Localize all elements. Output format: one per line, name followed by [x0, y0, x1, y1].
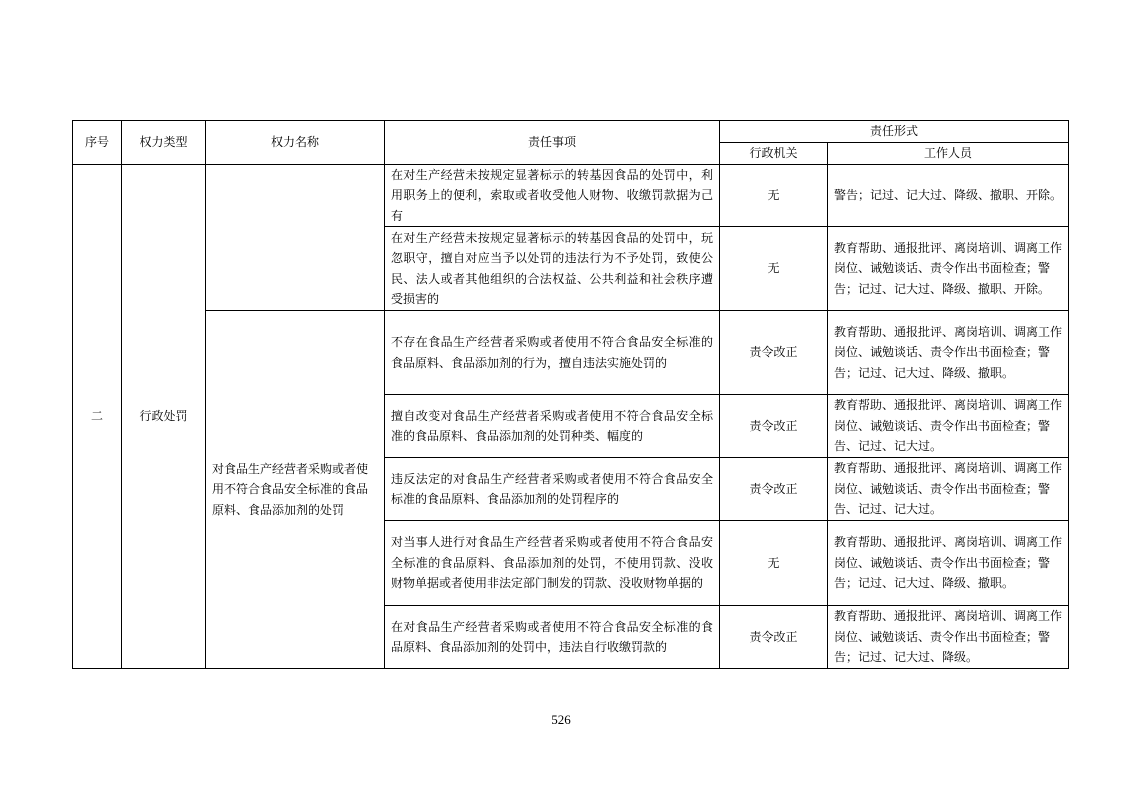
header-staff: 工作人员 [828, 143, 1069, 165]
group-no: 二 [73, 164, 122, 669]
row-staff: 教育帮助、通报批评、离岗培训、调离工作岗位、诫勉谈话、责令作出书面检查；警告；记过、记大过、降级、撤职。 [828, 521, 1069, 606]
row-staff: 警告；记过、记大过、降级、撤职、开除。 [828, 164, 1069, 227]
row-item: 违反法定的对食品生产经营者采购或者使用不符合食品安全标准的食品原料、食品添加剂的处罚程序的 [385, 458, 720, 521]
row-org: 责令改正 [720, 395, 828, 458]
row-item: 在对食品生产经营者采购或者使用不符合食品安全标准的食品原料、食品添加剂的处罚中，违法自行收缴罚款的 [385, 606, 720, 669]
row-item: 对当事人进行对食品生产经营者采购或者使用不符合食品安全标准的食品原料、食品添加剂的处罚，不使用罚款、没收财物单据或者使用非法定部门制发的罚款、没收财物单据的 [385, 521, 720, 606]
group-power-name-2: 对食品生产经营者采购或者使用不符合食品安全标准的食品原料、食品添加剂的处罚 [206, 311, 385, 669]
row-org: 无 [720, 521, 828, 606]
row-org: 无 [720, 227, 828, 311]
row-item: 擅自改变对食品生产经营者采购或者使用不符合食品安全标准的食品原料、食品添加剂的处罚种类、幅度的 [385, 395, 720, 458]
row-item: 在对生产经营未按规定显著标示的转基因食品的处罚中，玩忽职守，擅自对应当予以处罚的违法行为不予处罚，致使公民、法人或者其他组织的合法权益、公共利益和社会秩序遭受损害的 [385, 227, 720, 311]
header-responsibility-item: 责任事项 [385, 121, 720, 165]
row-org: 责令改正 [720, 458, 828, 521]
header-no: 序号 [73, 121, 122, 165]
row-staff: 教育帮助、通报批评、离岗培训、调离工作岗位、诫勉谈话、责令作出书面检查；警告、记过、记大过。 [828, 395, 1069, 458]
page-number: 526 [551, 712, 571, 727]
header-responsibility-form: 责任形式 [720, 121, 1069, 143]
row-org: 责令改正 [720, 311, 828, 395]
row-staff: 教育帮助、通报批评、离岗培训、调离工作岗位、诫勉谈话、责令作出书面检查；警告；记过、记大过、降级。 [828, 606, 1069, 669]
header-power-type: 权力类型 [122, 121, 206, 165]
row-staff: 教育帮助、通报批评、离岗培训、调离工作岗位、诫勉谈话、责令作出书面检查；警告；记过、记大过、降级、撤职。 [828, 311, 1069, 395]
row-staff: 教育帮助、通报批评、离岗培训、调离工作岗位、诫勉谈话、责令作出书面检查；警告；记过、记大过、降级、撤职、开除。 [828, 227, 1069, 311]
table-row [73, 164, 1069, 227]
row-org: 无 [720, 164, 828, 227]
group-power-type: 行政处罚 [122, 164, 206, 669]
group-power-name-1 [206, 164, 385, 311]
row-org: 责令改正 [720, 606, 828, 669]
row-staff: 教育帮助、通报批评、离岗培训、调离工作岗位、诫勉谈话、责令作出书面检查；警告、记过、记大过。 [828, 458, 1069, 521]
row-item: 在对生产经营未按规定显著标示的转基因食品的处罚中，利用职务上的便利，索取或者收受他人财物、收缴罚款据为己有 [385, 164, 720, 227]
header-admin-org: 行政机关 [720, 143, 828, 165]
responsibility-table [72, 120, 1069, 669]
row-item: 不存在食品生产经营者采购或者使用不符合食品安全标准的食品原料、食品添加剂的行为，擅自违法实施处罚的 [385, 311, 720, 395]
table-row [73, 311, 1069, 395]
header-power-name: 权力名称 [206, 121, 385, 165]
